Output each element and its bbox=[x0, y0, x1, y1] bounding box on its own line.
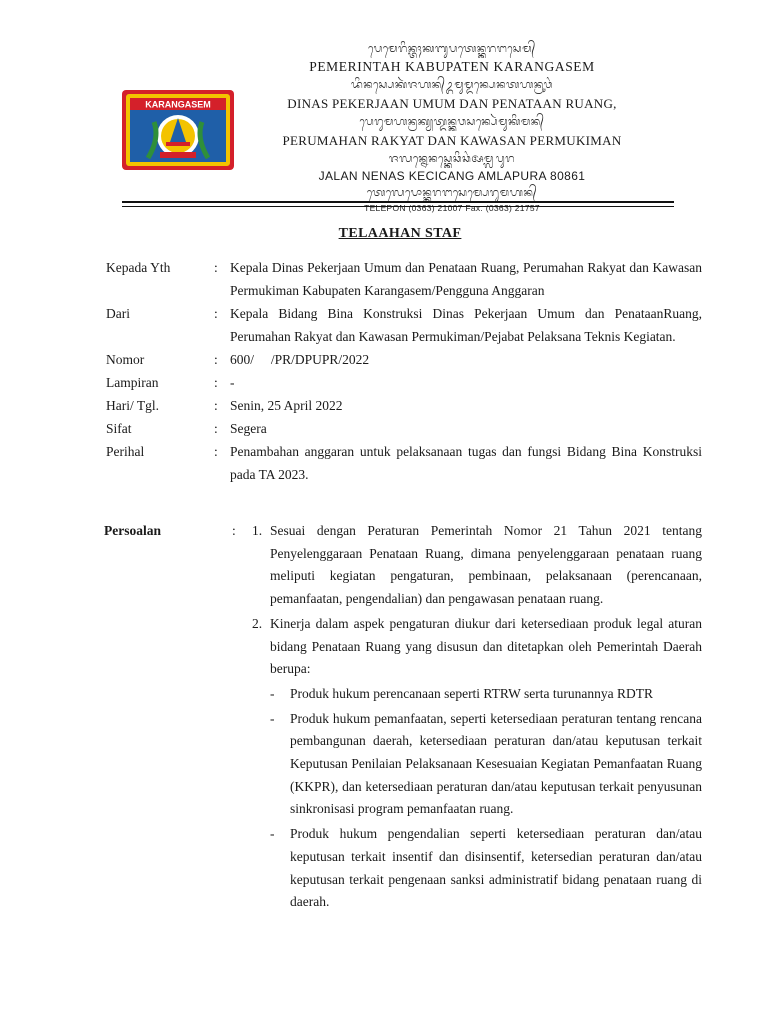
office-phone: TELEPON (0363) 21007 Fax. (0363) 21757 bbox=[364, 203, 540, 213]
letterhead-rule-thin bbox=[122, 206, 674, 207]
balinese-script-line: ᬢᬾᬮᬾᬧᭀᬦ᭄ᬓᬭᬗᬲᬾᬫ᭄ᬧᬾᬭᬸᬫᬳᬦ᭄ bbox=[366, 186, 538, 199]
field-hari-tgl bbox=[106, 394, 702, 417]
balinese-script-line: ᬤᬶᬦᬲ᭄ᬧᬾᬓᬃᬚᬳᬦ᭄ᬉᬫᬸᬫ᭄ᬤᬦ᭄ᬧᬾᬦᬢᬳᬦ᭄ᬭᬸᬯᬂ bbox=[350, 78, 554, 91]
numbered-item bbox=[252, 613, 702, 681]
field-colon: : bbox=[214, 352, 218, 367]
field-colon: : bbox=[214, 444, 218, 459]
field-label: Lampiran bbox=[106, 375, 159, 390]
office-address: JALAN NENAS KECICANG AMLAPURA 80861 bbox=[318, 169, 586, 183]
field-kepada bbox=[106, 256, 702, 302]
field-label: Dari bbox=[106, 306, 130, 321]
field-lampiran bbox=[106, 371, 702, 394]
balinese-script-line: ᬧᬾᬫᬾᬭᬶᬦ᭄ᬢᬄᬓᬩᬸᬧᬢᬾᬦ᭄ᬓᬭᬗᬲᬾᬫ᭄ bbox=[368, 42, 536, 55]
field-value: Senin, 25 April 2022 bbox=[230, 398, 343, 413]
field-perihal bbox=[106, 440, 702, 486]
field-colon: : bbox=[214, 306, 218, 321]
department-name-1: DINAS PEKERJAAN UMUM DAN PENATAAN RUANG, bbox=[287, 96, 617, 111]
document-title: TELAAHAN STAF bbox=[338, 226, 462, 241]
dash-text: Produk hukum perencanaan seperti RTRW serta turunannya RDTR bbox=[290, 685, 653, 701]
field-value: Kepala Bidang Bina Konstruksi Dinas Pekerjaan Umum dan PenataanRuang, Perumahan Rakyat dan Kawasan Permukiman/Pejabat Pelaksana Teknis Kegiatan. bbox=[230, 306, 702, 344]
field-colon: : bbox=[214, 375, 218, 390]
field-label: Kepada Yth bbox=[106, 260, 171, 275]
balinese-script-line: ᬧᬾᬭᬸᬫᬳᬦ᭄ᬭᬓ᭄ᬬᬢ᭄ᬤᬦ᭄ᬓᬯᬲᬦ᭄ᬧᬾᬃᬫᬸᬓᬶᬫᬦ᭄ bbox=[359, 115, 545, 128]
karangasem-emblem-icon bbox=[120, 88, 236, 172]
logo-text: KARANGASEM bbox=[145, 99, 211, 110]
field-value: Segera bbox=[230, 421, 267, 436]
sub-items bbox=[270, 683, 702, 914]
dash-item bbox=[270, 708, 702, 822]
item-text: Sesuai dengan Peraturan Pemerintah Nomor 21 Tahun 2021 tentang Penyelenggaraan Penataan Ruang, dimana penyelenggaraan penataan ruang meliputi kegiatan pengaturan, pembinaan, pelaksanaan (perencanaan, pemanfaatan, pengendalian) dan pengawasan penataan ruang. bbox=[270, 523, 702, 607]
field-dari bbox=[106, 302, 702, 348]
dash-marker: - bbox=[270, 710, 275, 726]
field-value: Penambahan anggaran untuk pelaksanaan tugas dan fungsi Bidang Bina Konstruksi pada TA 2023. bbox=[230, 444, 702, 482]
numbered-item bbox=[252, 520, 702, 611]
field-label: Perihal bbox=[106, 444, 145, 459]
balinese-script-line: ᬚᬮᬦ᭄ᬦᬾᬦᬲ᭄ᬓᬾᬘᬶᬘᬂᬅᬫ᭄ᬮᬧᬸᬭ bbox=[388, 152, 516, 165]
persoalan-label: Persoalan bbox=[104, 523, 161, 538]
dash-item bbox=[270, 683, 702, 706]
dash-item bbox=[270, 823, 702, 914]
field-label: Nomor bbox=[106, 352, 145, 367]
letterhead-rule-thick bbox=[122, 201, 674, 203]
persoalan-colon: : bbox=[232, 523, 236, 538]
letterhead bbox=[232, 40, 672, 214]
department-name-2: PERUMAHAN RAKYAT DAN KAWASAN PERMUKIMAN bbox=[282, 133, 622, 148]
dash-text: Produk hukum pengendalian seperti ketersediaan peraturan dan/atau keputusan terkait insentif dan disinsentif, ketersedian peraturan dan/atau keputusan terkait pengenaan sanksi administratif bidang penataan ruang di daerah. bbox=[290, 826, 702, 910]
header-fields bbox=[106, 256, 702, 486]
field-value: Kepala Dinas Pekerjaan Umum dan Penataan Ruang, Perumahan Rakyat dan Kawasan Permukiman Kabupaten Karangasem/Pengguna Anggaran bbox=[230, 260, 702, 298]
dash-marker: - bbox=[270, 826, 275, 842]
field-sifat bbox=[106, 417, 702, 440]
field-value: - bbox=[230, 375, 235, 390]
persoalan-items bbox=[252, 520, 702, 916]
item-text: Kinerja dalam aspek pengaturan diukur dari ketersediaan produk legal aturan bidang Penataan Ruang yang disusun dan ditetapkan oleh Pemerintah Daerah berupa: bbox=[270, 615, 702, 677]
item-number: 2. bbox=[252, 615, 263, 631]
government-name: PEMERINTAH KABUPATEN KARANGASEM bbox=[309, 59, 595, 74]
field-label: Sifat bbox=[106, 421, 132, 436]
field-colon: : bbox=[214, 421, 218, 436]
dash-marker: - bbox=[270, 685, 275, 701]
field-colon: : bbox=[214, 260, 218, 275]
field-label: Hari/ Tgl. bbox=[106, 398, 159, 413]
dash-text: Produk hukum pemanfaatan, seperti ketersediaan peraturan tentang rencana pembangunan daerah, ketersediaan peraturan dan/atau keputusan terkait Keputusan Penilaian Pelaksanaan Kesesuaian Kegiatan Pemanfaatan Ruang (KKPR), dan ketersediaan peraturan dan/atau keputusan terkait penyusunan sinkronisasi program pemanfaatan ruang. bbox=[290, 710, 702, 817]
item-number: 1. bbox=[252, 523, 263, 538]
field-value: 600/ /PR/DPUPR/2022 bbox=[230, 352, 370, 367]
field-colon: : bbox=[214, 398, 218, 413]
field-nomor bbox=[106, 348, 702, 371]
